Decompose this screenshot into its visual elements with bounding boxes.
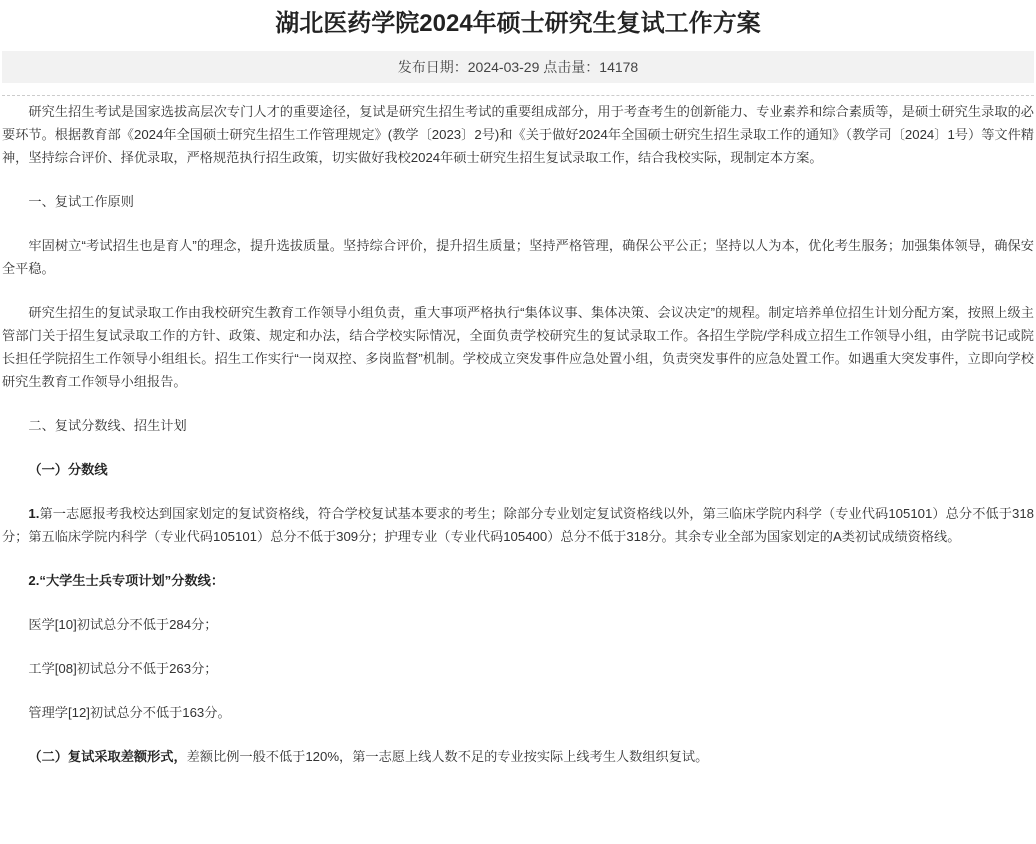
item-text: 差额比例一般不低于120%，第一志愿上线人数不足的专业按实际上线考生人数组织复试。 (186, 749, 709, 764)
paragraph: 牢固树立“考试招生也是育人”的理念，提升选拔质量。坚持综合评价，提升招生质量；坚持严格管理，确保公平公正；坚持以人为本，优化考生服务；加强集体领导，确保安全平稳。 (2, 238, 1034, 276)
publish-date-label: 发布日期： (397, 59, 468, 75)
item-heading: 2.“大学生士兵专项计划”分数线： (28, 573, 225, 588)
article-body (0, 100, 1036, 768)
paragraph (2, 569, 1034, 592)
item-number: 1. (28, 506, 40, 521)
paragraph (2, 745, 1034, 768)
paragraph: 管理学[12]初试总分不低于163分。 (28, 705, 231, 720)
divider (2, 95, 1034, 96)
paragraph (2, 502, 1034, 548)
paragraph: 医学[10]初试总分不低于284分； (28, 617, 218, 632)
article-meta (2, 51, 1034, 83)
subsection-heading (2, 458, 1034, 481)
intro-paragraph: 研究生招生考试是国家选拔高层次专门人才的重要途径，复试是研究生招生考试的重要组成部分，用于考查考生的创新能力、专业素养和综合素质等，是硕士研究生录取的必要环节。根据教育部《2024年全国硕士研究生招生工作管理规定》(教学〔2023〕2号)和《关于做好2024年全国硕士研究生招生录取工作的通知》（教学司〔2024〕1号）等文件精神，坚持综合评价、择优录取，严格规范执行招生政策，切实做好我校2024年硕士研究生招生复试录取工作，结合我校实际，现制定本方案。 (2, 104, 1034, 165)
subsection-title: （二）复试采取差额形式， (28, 749, 187, 764)
paragraph: 工学[08]初试总分不低于263分； (28, 661, 218, 676)
views-count: 14178 (599, 59, 639, 75)
views-label: 点击量： (539, 59, 600, 75)
subsection-title: （一）分数线 (28, 462, 108, 477)
publish-date: 2024-03-29 (467, 59, 540, 75)
page-title: 湖北医药学院2024年硕士研究生复试工作方案 (275, 10, 761, 37)
section-heading: 二、复试分数线、招生计划 (28, 418, 187, 433)
paragraph: 研究生招生的复试录取工作由我校研究生教育工作领导小组负责，重大事项严格执行“集体议事、集体决策、会议决定”的规程。制定培养单位招生计划分配方案，按照上级主管部门关于招生复试录取工作的方针、政策、规定和办法，结合学校实际情况，全面负责学校研究生的复试录取工作。各招生学院/学科成立招生工作领导小组，由学院书记或院长担任学院招生工作领导小组组长。招生工作实行“一岗双控、多岗监督”机制。学校成立突发事件应急处置小组，负责突发事件的应急处置工作。如遇重大突发事件，立即向学校研究生教育工作领导小组报告。 (2, 305, 1034, 389)
item-text: 第一志愿报考我校达到国家划定的复试资格线，符合学校复试基本要求的考生；除部分专业划定复试资格线以外，第三临床学院内科学（专业代码105101）总分不低于318分；第五临床学院内科学（专业代码105101）总分不低于309分；护理专业（专业代码105400）总分不低于318分。其余专业全部为国家划定的A类初试成绩资格线。 (2, 506, 1034, 544)
section-heading: 一、复试工作原则 (28, 194, 134, 209)
